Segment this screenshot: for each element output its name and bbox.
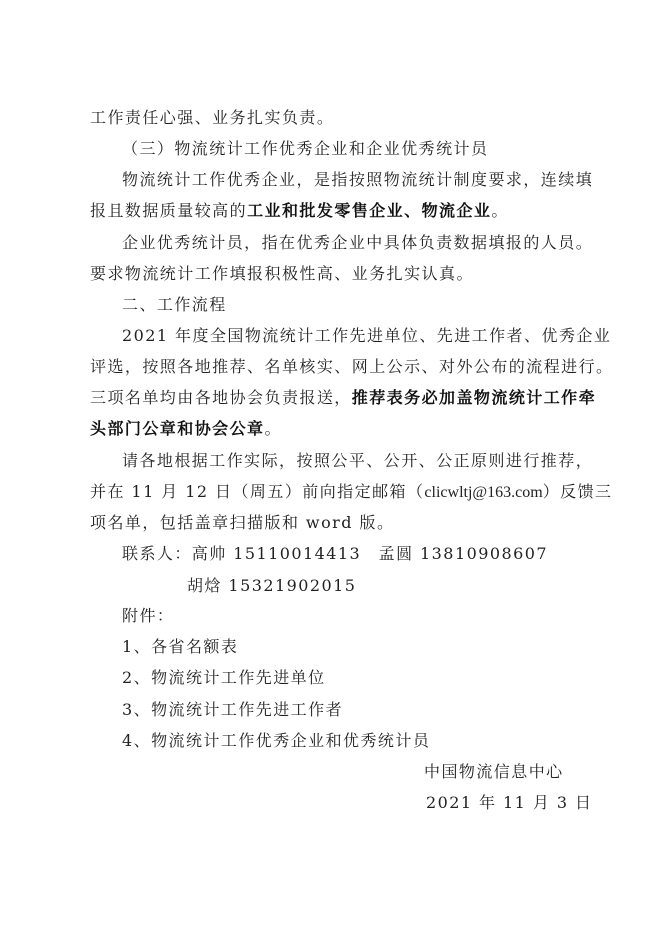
paragraph-line: 物流统计工作优秀企业，是指按照物流统计制度要求，连续填 — [122, 170, 594, 189]
signature-organization: 中国物流信息中心 — [424, 762, 564, 781]
emphasis-text: 工业和批发零售企业、物流企业 — [247, 201, 492, 220]
paragraph-line: 工作责任心强、业务扎实负责。 — [90, 108, 335, 127]
paragraph-line: 企业优秀统计员，指在优秀企业中具体负责数据填报的人员。 — [122, 233, 594, 252]
text: 。 — [491, 201, 509, 220]
paragraph-line: 2021 年度全国物流统计工作先进单位、先进工作者、优秀企业 — [122, 326, 612, 345]
paragraph-line: 请各地根据工作实际，按照公平、公开、公正原则进行推荐， — [122, 451, 594, 470]
emphasis-text: 头部门公章和协会公章 — [90, 419, 265, 438]
text: 。 — [264, 419, 282, 438]
attachments-label: 附件： — [122, 606, 175, 625]
attachment-item: 2、物流统计工作先进单位 — [122, 668, 326, 687]
text: 并在 11 月 12 日（周五）前向指定邮箱（ — [90, 482, 425, 501]
paragraph-line — [90, 201, 509, 221]
section-heading: 二、工作流程 — [122, 295, 227, 314]
paragraph-line: 项名单，包括盖章扫描版和 word 版。 — [90, 513, 395, 532]
attachment-item: 1、各省名额表 — [122, 637, 239, 656]
paragraph-line: 要求物流统计工作填报积极性高、业务扎实认真。 — [90, 264, 474, 283]
attachment-item: 3、物流统计工作先进工作者 — [122, 700, 344, 719]
contact-line: 胡焓 15321902015 — [187, 576, 357, 595]
contact-line: 联系人：高帅 15110014413 孟圆 13810908607 — [122, 544, 548, 563]
text: ）反馈三 — [542, 482, 613, 501]
paragraph-line: 评选，按照各地推荐、名单核实、网上公示、对外公布的流程进行。 — [90, 357, 614, 376]
text: 报且数据质量较高的 — [90, 201, 248, 220]
signature-date: 2021 年 11 月 3 日 — [426, 793, 593, 812]
paragraph-line — [90, 388, 596, 408]
emphasis-text: 推荐表务必加盖物流统计工作牵 — [351, 388, 597, 407]
email-link[interactable]: clicwltj@163.com — [424, 484, 543, 501]
attachment-item: 4、物流统计工作优秀企业和优秀统计员 — [122, 731, 431, 750]
text: 三项名单均由各地协会负责报送， — [90, 388, 352, 407]
section-heading: （三）物流统计工作优秀企业和企业优秀统计员 — [122, 139, 489, 158]
paragraph-line — [90, 419, 282, 439]
paragraph-line — [90, 482, 613, 503]
